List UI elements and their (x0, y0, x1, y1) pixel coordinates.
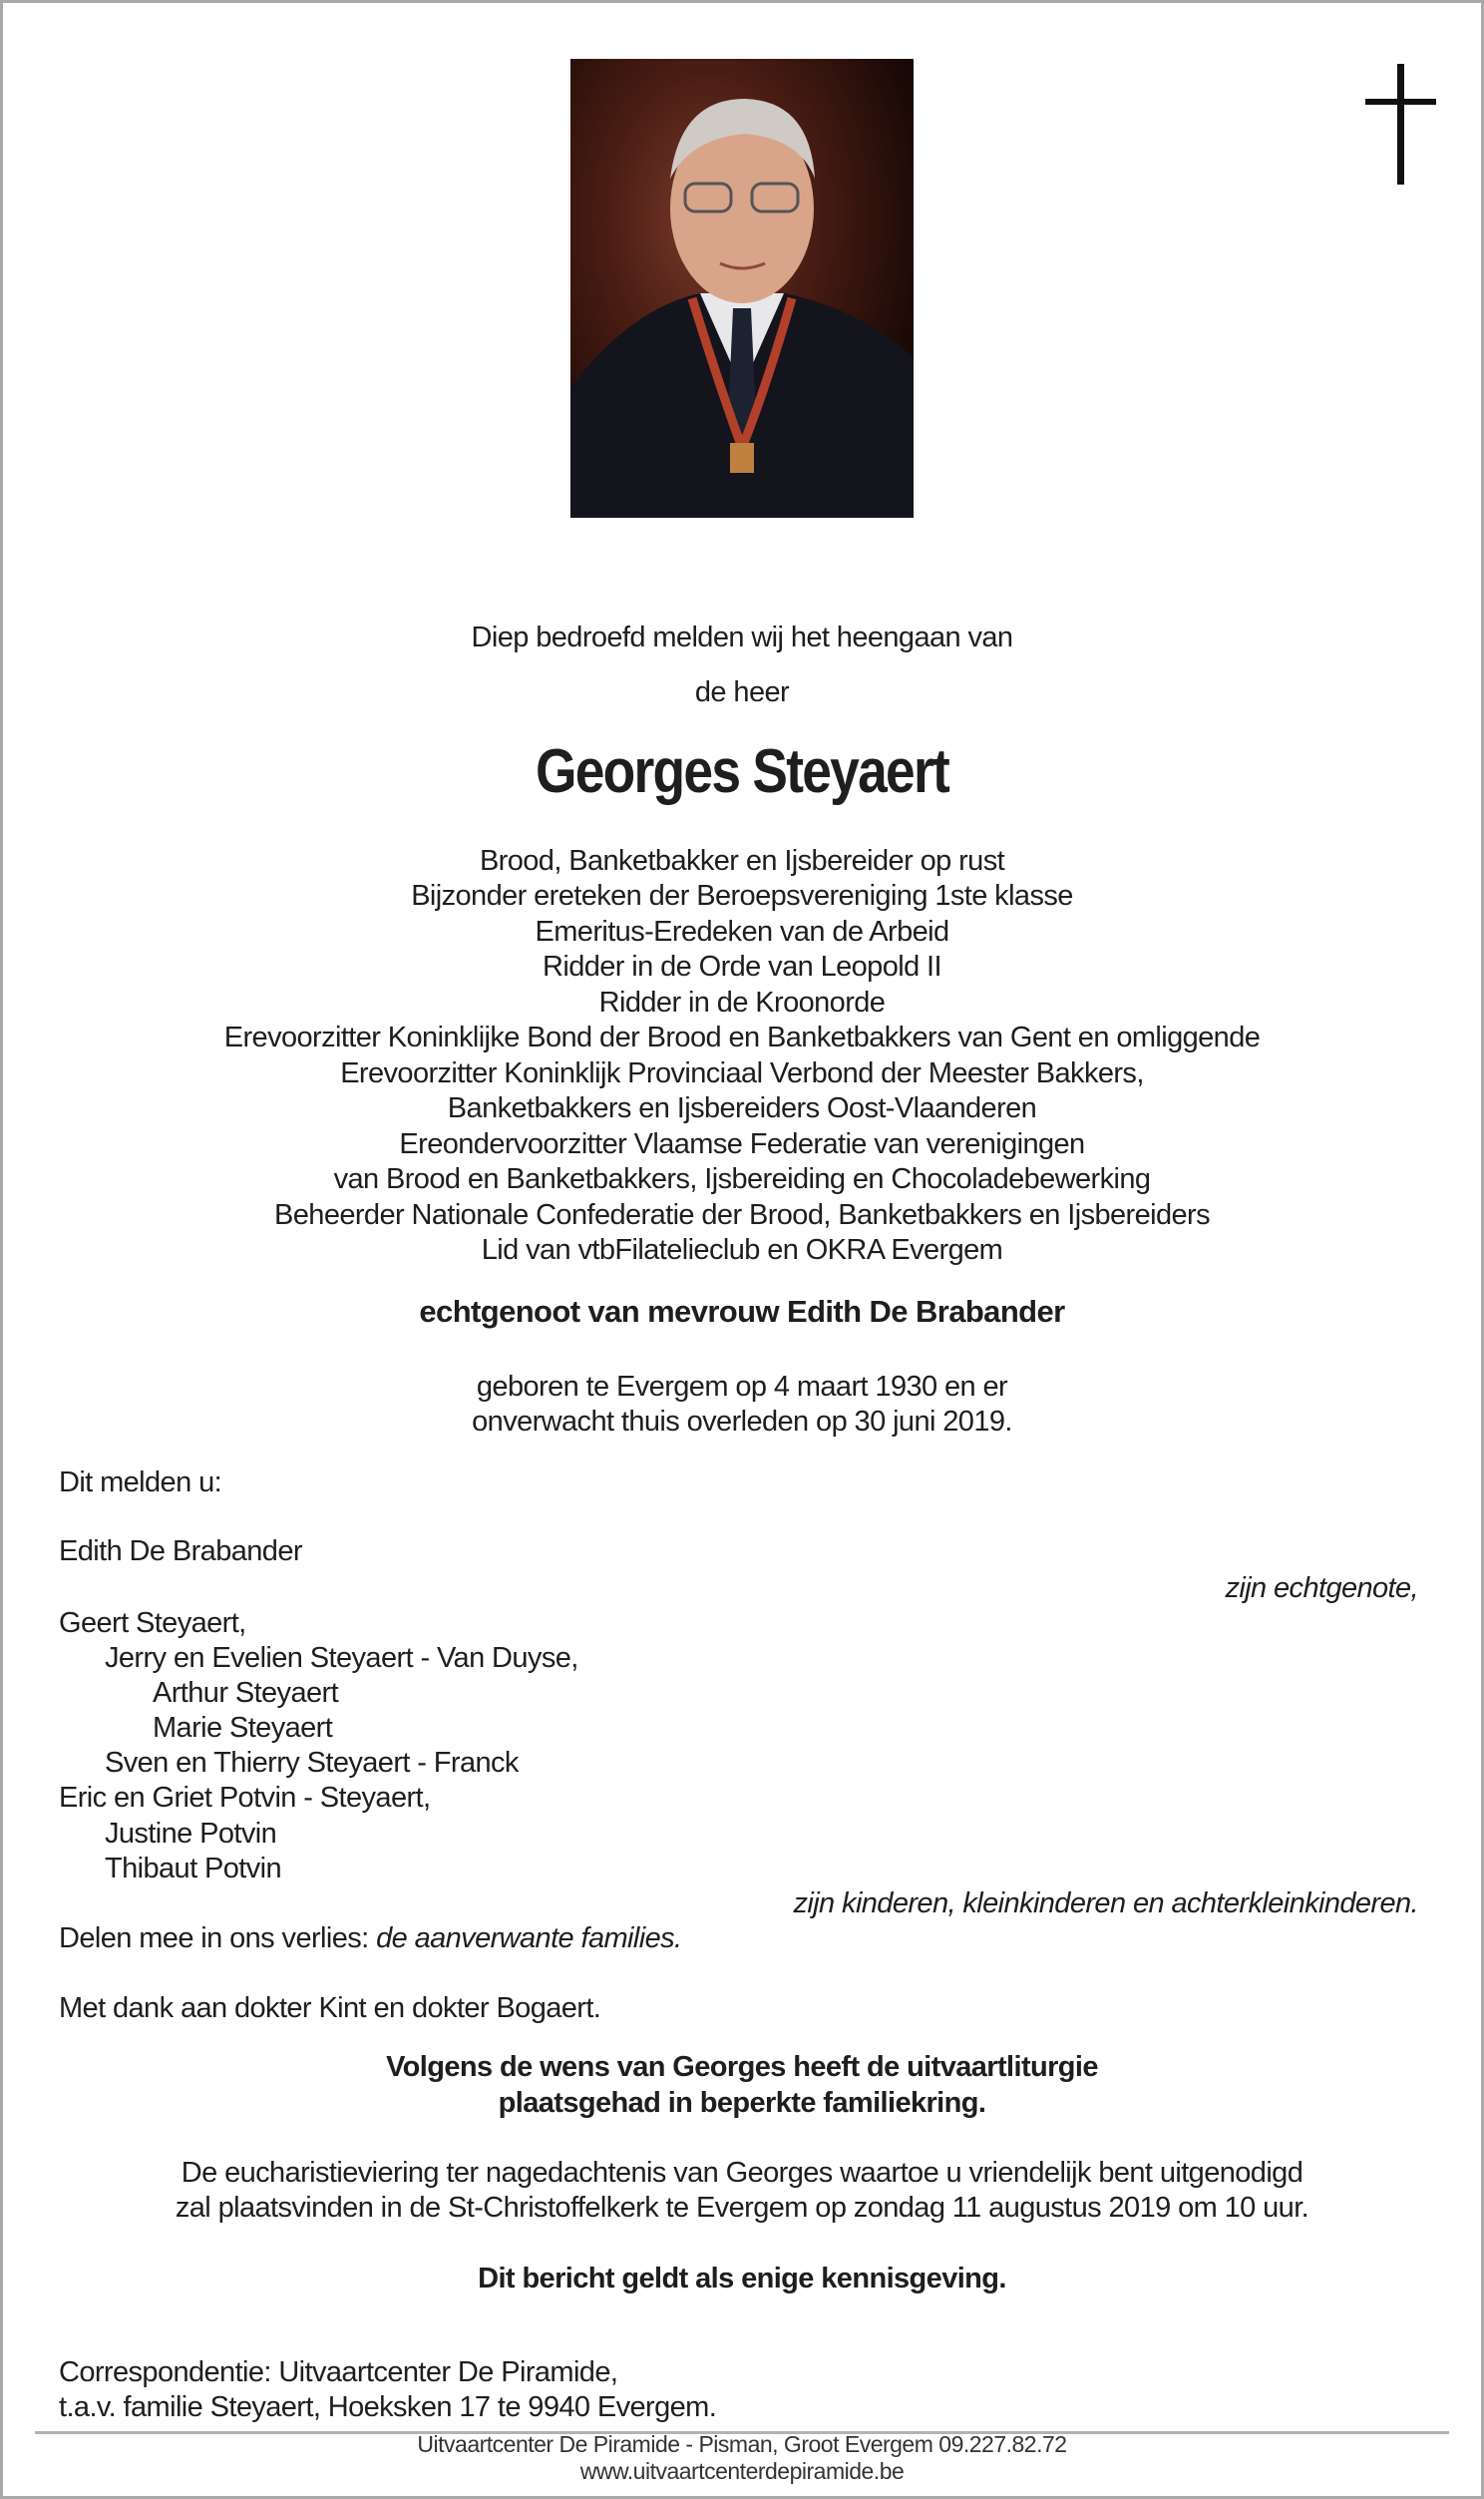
mass-line: zal plaatsvinden in de St-Christoffelkerk te Evergem op zondag 11 augustus 2019 om 10 uur. (175, 2192, 1309, 2224)
share-line (59, 1920, 681, 1956)
family-member: Marie Steyaert (153, 1712, 333, 1744)
cross-icon (1397, 64, 1404, 185)
family-member: Justine Potvin (105, 1818, 277, 1850)
title-line: Erevoorzitter Koninklijk Provinciaal Verbond der Meester Bakkers, (340, 1057, 1144, 1089)
announcers-intro: Dit melden u: (59, 1466, 222, 1498)
family-member: Sven en Thierry Steyaert - Franck (105, 1747, 519, 1779)
family-member: Thibaut Potvin (105, 1853, 281, 1884)
liturgy-line: Volgens de wens van Georges heeft de uitvaartliturgie (386, 2051, 1098, 2083)
share-value: de aanverwante families. (376, 1922, 682, 1954)
correspondence-address: t.a.v. familie Steyaert, Hoeksken 17 te 9940 Evergem. (59, 2391, 717, 2423)
family-member: Eric en Griet Potvin - Steyaert, (59, 1782, 431, 1814)
title-line: Brood, Banketbakker en Ijsbereider op rust (479, 845, 1005, 877)
notice-line: Dit bericht geldt als enige kennisgeving. (478, 2263, 1006, 2294)
portrait-photo (570, 59, 914, 518)
widow-name: Edith De Brabander (59, 1535, 302, 1567)
family-member: Jerry en Evelien Steyaert - Van Duyse, (105, 1642, 578, 1674)
liturgy-line: plaatsgehad in beperkte familiekring. (498, 2087, 986, 2119)
widow-role: zijn echtgenote, (1225, 1572, 1418, 1604)
title-line: Banketbakkers en Ijsbereiders Oost-Vlaanderen (447, 1092, 1037, 1124)
salutation: de heer (694, 676, 790, 708)
family-member: Arthur Steyaert (153, 1677, 339, 1709)
title-line: Beheerder Nationale Confederatie der Brood, Banketbakkers en Ijsbereiders (274, 1199, 1210, 1231)
title-line: Ereondervoorzitter Vlaamse Federatie van verenigingen (399, 1128, 1085, 1160)
thanks-line: Met dank aan dokter Kint en dokter Bogaert. (59, 1992, 601, 2024)
family-member: Geert Steyaert, (59, 1607, 246, 1639)
share-label: Delen mee in ons verlies: (59, 1922, 369, 1954)
mass-line: De eucharistieviering ter nagedachtenis van Georges waartoe u vriendelijk bent uitgenodigd (181, 2157, 1303, 2189)
intro-text: Diep bedroefd melden wij het heengaan van (471, 622, 1013, 653)
footer-contact: Uitvaartcenter De Piramide - Pisman, Groot Evergem 09.227.82.72 (417, 2431, 1067, 2457)
correspondence-line: Correspondentie: Uitvaartcenter De Piramide, (59, 2356, 618, 2388)
death-line: onverwacht thuis overleden op 30 juni 2019. (472, 1406, 1012, 1438)
footer-website[interactable]: www.uitvaartcenterdepiramide.be (579, 2458, 905, 2484)
deceased-name: Georges Steyaert (535, 737, 949, 806)
title-line: Ridder in de Kroonorde (598, 987, 886, 1019)
title-line: Erevoorzitter Koninklijke Bond der Brood en Banketbakkers van Gent en omliggende (223, 1022, 1261, 1053)
title-line: van Brood en Banketbakkers, Ijsbereiding en Chocoladebewerking (333, 1163, 1151, 1195)
title-line: Ridder in de Orde van Leopold II (543, 951, 941, 983)
title-line: Lid van vtbFilatelieclub en OKRA Evergem (481, 1234, 1003, 1266)
spouse-line: echtgenoot van mevrouw Edith De Brabander (419, 1294, 1065, 1329)
family-role: zijn kinderen, kleinkinderen en achterkleinkinderen. (793, 1887, 1418, 1919)
birth-line: geboren te Evergem op 4 maart 1930 en er (476, 1371, 1008, 1403)
cross-icon-bar (1365, 99, 1436, 105)
title-line: Emeritus-Eredeken van de Arbeid (535, 916, 949, 948)
title-line: Bijzonder ereteken der Beroepsvereniging 1ste klasse (411, 880, 1073, 912)
